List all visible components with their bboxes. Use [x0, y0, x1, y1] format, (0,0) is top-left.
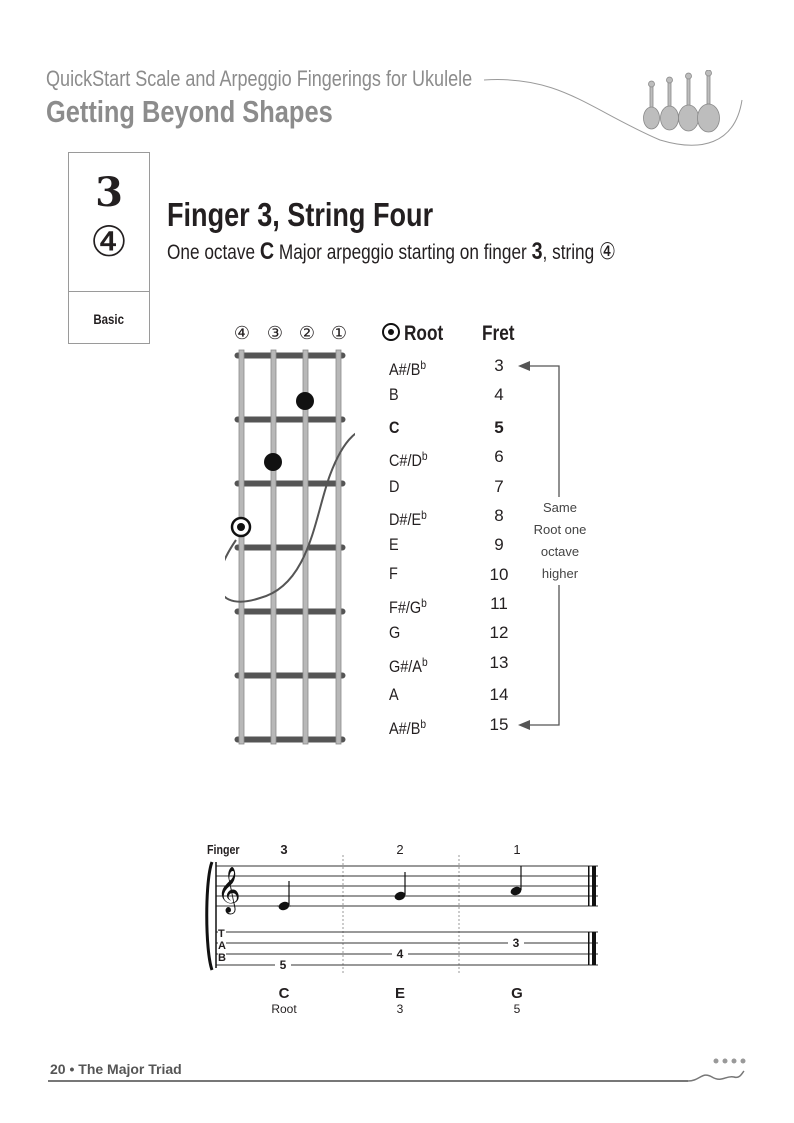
tab-clef: T A B — [218, 928, 226, 964]
table-fret: 14 — [489, 685, 509, 704]
book-title: Getting Beyond Shapes — [46, 94, 333, 129]
string-label-3: ③ — [266, 323, 284, 344]
octave-arrow-curve — [225, 428, 355, 602]
table-fret: 3 — [494, 356, 504, 375]
final-barline — [588, 866, 596, 965]
fret-line — [236, 610, 344, 613]
table-fret: 4 — [494, 385, 504, 404]
string-label-4: ④ — [233, 323, 251, 344]
table-note: $F\#/G^b$ — [389, 596, 427, 617]
note-degree: 3 — [396, 1002, 404, 1016]
box-finger-number: 3 — [95, 169, 123, 216]
string-label-1: ① — [330, 323, 348, 344]
same-root-note: Same Root one octave higher — [532, 497, 588, 585]
tab-number: 3 — [508, 937, 524, 949]
finger-number: 2 — [396, 842, 404, 857]
tab-number: 4 — [392, 948, 408, 960]
staff-lines — [216, 866, 598, 906]
box-level-label: Basic — [93, 311, 125, 327]
fret-line — [236, 354, 344, 357]
system-brace — [207, 862, 212, 970]
note-degree: 5 — [513, 1002, 521, 1016]
footer-wave-decoration — [680, 1055, 750, 1089]
note-name: G — [511, 985, 523, 1002]
table-fret-root: 5 — [494, 418, 504, 437]
page-number: 20 — [50, 1061, 66, 1077]
note-degree: Root — [271, 1002, 297, 1016]
page-heading: Finger 3, String Four — [167, 196, 434, 233]
treble-clef-icon: 𝄞 — [217, 867, 241, 913]
table-note: G — [389, 623, 401, 642]
string-line-1 — [336, 350, 341, 744]
note-name: C — [278, 985, 290, 1002]
page-subtitle: One octave C Major arpeggio starting on finger 3, string ④ — [167, 238, 616, 265]
finger-number: 1 — [513, 842, 521, 857]
ukulele-icons — [640, 70, 730, 136]
table-note: D — [389, 477, 400, 496]
root-dot — [232, 518, 250, 536]
table-note: $G\#/A^b$ — [389, 655, 428, 676]
table-note: $A\#/B^b$ — [389, 358, 427, 379]
table-fret: 10 — [489, 565, 509, 584]
finger-dot — [264, 453, 282, 471]
fret-column-header: Fret — [482, 322, 515, 345]
finger-dot — [296, 392, 314, 410]
page-footer: 20 • The Major Triad — [50, 1061, 182, 1077]
table-fret: 8 — [494, 506, 504, 525]
table-fret: 6 — [494, 447, 504, 466]
series-title: QuickStart Scale and Arpeggio Fingerings for Ukulele — [46, 66, 473, 91]
bracket-arrow-top — [518, 361, 530, 371]
fret-lines — [236, 354, 344, 741]
bracket-arrow-bottom — [518, 720, 530, 730]
fingering-label-box — [68, 152, 150, 344]
table-fret: 13 — [489, 653, 509, 672]
table-note: A — [389, 685, 399, 704]
table-note: $A\#/B^b$ — [389, 717, 427, 738]
table-note: F — [389, 564, 398, 583]
box-string-symbol: ④ — [90, 217, 128, 266]
root-column-header: Root — [382, 322, 452, 346]
table-fret: 12 — [489, 623, 509, 642]
fret-line — [236, 418, 344, 421]
table-fret: 11 — [490, 594, 508, 613]
fret-line — [236, 738, 344, 741]
string-line-4 — [239, 350, 244, 744]
table-note: $C\#/D^b$ — [389, 449, 428, 470]
table-note-root: C — [389, 418, 400, 437]
box-divider — [69, 291, 149, 292]
finger-number: 3 — [280, 842, 288, 857]
table-fret: 9 — [494, 535, 504, 554]
footer-section: The Major Triad — [78, 1061, 182, 1077]
circled-dot-icon — [382, 323, 400, 341]
string-label-2: ② — [298, 323, 316, 344]
note-heads — [277, 866, 523, 912]
footer-rule — [48, 1080, 688, 1082]
tab-number: 5 — [275, 959, 291, 971]
staff-and-tab — [200, 855, 610, 980]
finger-row-label: Finger — [207, 842, 240, 857]
table-fret: 15 — [489, 715, 509, 734]
fret-line — [236, 546, 344, 549]
fretboard-diagram — [225, 345, 355, 750]
table-note: $D\#/E^b$ — [389, 508, 427, 529]
note-name: E — [394, 985, 405, 1002]
fret-line — [236, 674, 344, 677]
table-note: E — [389, 535, 399, 554]
table-fret: 7 — [494, 477, 504, 496]
string-line-3 — [271, 350, 276, 744]
table-note: B — [389, 385, 399, 404]
